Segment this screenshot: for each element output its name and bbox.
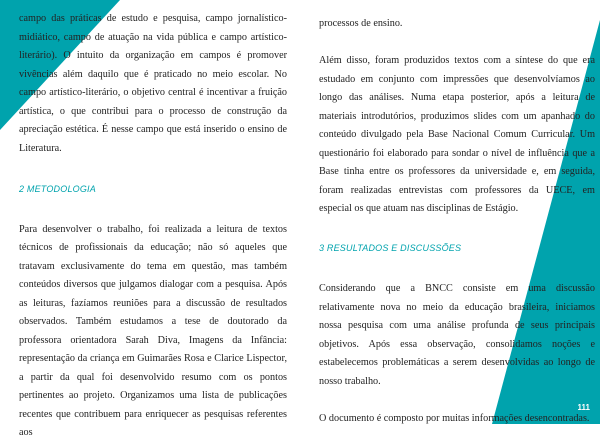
intro-paragraph: campo das práticas de estudo e pesquisa, campo jornalístico-midiático, campo de atuação na vida pública e campo artístico-literário). O intuito da organização em campos é promover vivências além daquilo que é praticado no meio escolar. No campo artístico-literário, o objetivo central é incentivar a fruição artística, o que contribui para o processo de construção da apreciação estética. É nesse campo que está inserido o ensino de Literatura.: [19, 13, 287, 154]
section-heading-metodologia: 2 METODOLOGIA: [19, 184, 96, 194]
section-heading-resultados: 3 RESULTADOS E DISCUSSÕES: [319, 242, 462, 253]
methodology-paragraph: Para desenvolver o trabalho, foi realizada a leitura de textos técnicos de profissionais da educação; não só aqueles que tratavam exclusivamente do tema em questão, mas também conteúdos diversos que julgamos dialogar com a pesquisa. Após as leituras, fazíamos reuniões para a discussão de resultados observados. Também estudamos a tese de doutorado da professora orientadora Sarah Diva, Imagens da Infância: representação da criança em Guimarães Rosa e Clarice Lispector, a partir da qual foi desenvolvido resumo com os pontos pertinentes ao projeto. Organizamos uma lista de publicações recentes que contribuem para enriquecer as pesquisas referentes aos: [19, 223, 287, 438]
bncc-paragraph: Considerando que a BNCC consiste em uma discussão relativamente nova no meio da educação brasileira, iniciamos nossa pesquisa com uma análise profunda de seus principais objetivos. Após essa observação, consolidamos noções e estabelecemos problemáticas a serem desenvolvidas ao longo de nosso trabalho.: [319, 283, 595, 387]
document-paragraph: O documento é composto por muitas informações desencontradas.: [319, 412, 590, 424]
continuation-paragraph: processos de ensino.: [319, 18, 403, 29]
page-number: 111: [577, 403, 590, 412]
synthesis-paragraph: Além disso, foram produzidos textos com a síntese do que era estudado em conjunto com impressões que desenvolvíamos ao longo das análises. Numa etapa posterior, após a leitura de materiais introdutórios, produzimos slides com um apanhado do conteúdo divulgado pela Base Nacional Comum Curricular. Um questionário foi elaborado para sondar o nível de influência que a Base tinha entre os professores da universidade e, em seguida, foram realizadas entrevistas com professores da UECE, em especial os que atuam nas disciplinas de Estágio.: [319, 55, 595, 214]
right-column: [319, 15, 595, 428]
left-column: [19, 10, 287, 443]
